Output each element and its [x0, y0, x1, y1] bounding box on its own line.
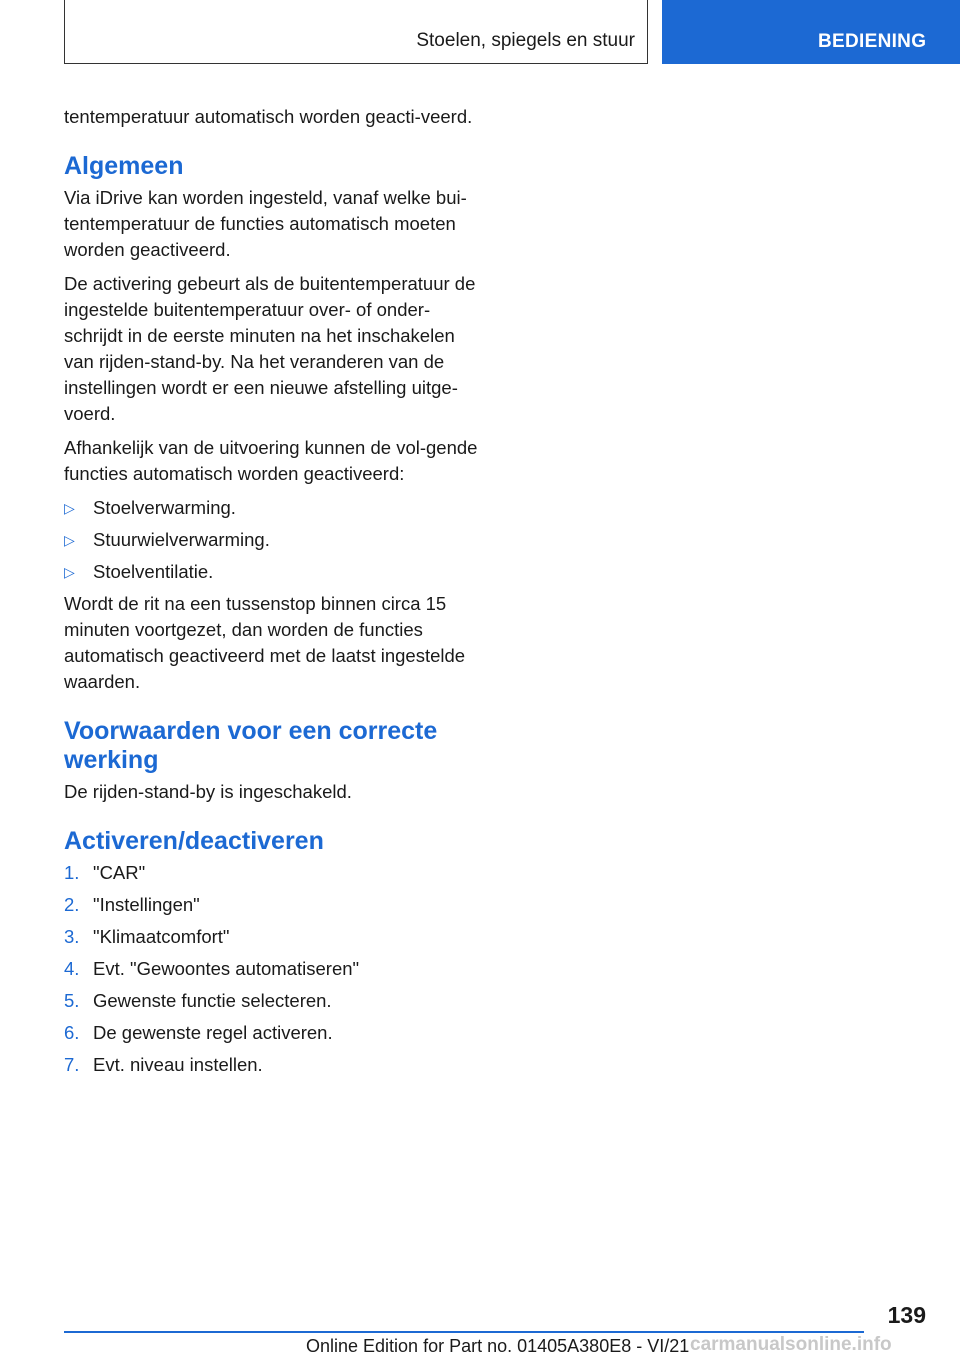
closing-paragraph: Wordt de rit na een tussenstop binnen circa 15 minuten voortgezet, dan worden de functies automatisch geactiveerd met de laatst ingestelde waarden. [64, 593, 466, 692]
step-item [64, 924, 484, 950]
paragraph: De rijden-stand-by is ingeschakeld. [64, 781, 352, 802]
footer-divider [64, 1331, 864, 1333]
list-item-text: Stoelventilatie. [93, 561, 214, 582]
triangle-right-outline-icon: ▷ [64, 564, 75, 580]
step-item [64, 1052, 484, 1078]
heading-voorwaarden: Voorwaarden voor een correcte werking [64, 717, 438, 774]
list-item [64, 527, 484, 553]
step-item [64, 1020, 484, 1046]
step-item [64, 892, 484, 918]
list-item-text: Stuurwielverwarming. [93, 529, 270, 550]
step-item [64, 956, 484, 982]
step-text: "Instellingen" [93, 894, 200, 915]
step-number: 7. [64, 1054, 80, 1075]
step-number: 2. [64, 894, 80, 915]
paragraph: De activering gebeurt als de buitentemperatuur de ingestelde buitentemperatuur over- of onder-schrijdt in de eerste minuten na het inschakelen van rijden-stand-by. Na het veranderen van de instellingen wordt er een nieuwe afstelling uitge-voerd. [64, 273, 476, 424]
step-number: 5. [64, 990, 80, 1011]
step-number: 6. [64, 1022, 80, 1043]
step-item [64, 988, 484, 1014]
header-title-box [64, 0, 648, 64]
header-section-tab [662, 0, 960, 64]
step-text: Evt. "Gewoontes automatiseren" [93, 958, 360, 979]
triangle-right-outline-icon: ▷ [64, 500, 75, 516]
watermark: carmanualsonline.info [690, 1334, 892, 1355]
bullet-list [64, 495, 484, 585]
heading-activeren: Activeren/deactiveren [64, 827, 324, 855]
heading-algemeen: Algemeen [64, 152, 184, 180]
page-content [64, 104, 484, 1084]
triangle-right-outline-icon: ▷ [64, 532, 75, 548]
page-number: 139 [887, 1302, 926, 1328]
step-text: Gewenste functie selecteren. [93, 990, 332, 1011]
list-item-text: Stoelverwarming. [93, 497, 236, 518]
steps-list [64, 860, 484, 1078]
step-number: 3. [64, 926, 80, 947]
paragraph: Afhankelijk van de uitvoering kunnen de vol-gende functies automatisch worden geactiveerd: [64, 437, 478, 484]
header-section-label: BEDIENING [818, 31, 927, 52]
step-number: 4. [64, 958, 80, 979]
paragraph: Via iDrive kan worden ingesteld, vanaf welke bui-tentemperatuur de functies automatisch moeten worden geactiveerd. [64, 187, 467, 260]
list-item [64, 559, 484, 585]
step-text: Evt. niveau instellen. [93, 1054, 263, 1075]
intro-paragraph: tentemperatuur automatisch worden geacti-veerd. [64, 106, 473, 127]
step-number: 1. [64, 862, 80, 883]
step-text: "Klimaatcomfort" [93, 926, 230, 947]
list-item [64, 495, 484, 521]
footer-edition: Online Edition for Part no. 01405A380E8 - VI/21 [306, 1336, 690, 1356]
step-text: "CAR" [93, 862, 146, 883]
step-item [64, 860, 484, 886]
header-title: Stoelen, spiegels en stuur [416, 30, 635, 51]
step-text: De gewenste regel activeren. [93, 1022, 333, 1043]
